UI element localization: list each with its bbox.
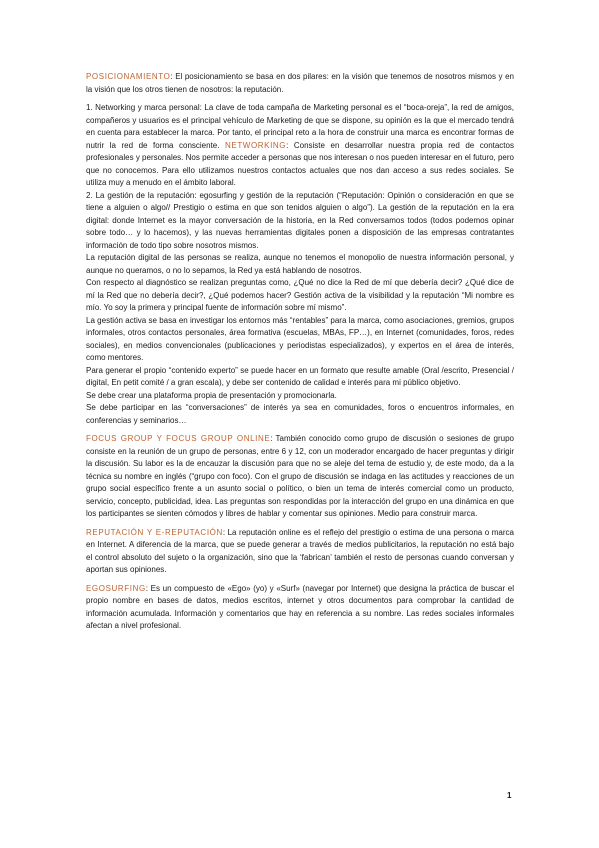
- paragraph-egosurfing: [86, 583, 514, 633]
- term-egosurfing: EGOSURFING: [86, 583, 146, 593]
- paragraph-gestion-activa: La gestión activa se basa en investigar los entornos más “rentables” para la marca, como asociaciones, gremios, grupos informales, otros contactos personales, área formativa (escuelas, MBAs, FP…), en Internet (comunidades, foros, redes sociales), en medios convencionales (publicaciones y periodistas especializados), y expertos en el área de interés, como mentores.: [86, 315, 514, 362]
- e-reputacion-text: : La reputación online es el reflejo del prestigio o estima de una persona o marca en Internet. A diferencia de la marca, que se puede generar a través de medios publicitarios, la reputación no está bajo el control absoluto del sujeto o la organización, sino que la ‘fabrican’ también el resto de personas cuando conversan y aportan sus opiniones.: [86, 527, 514, 574]
- term-e-reputacion: REPUTACIÓN Y E-REPUTACIÓN: [86, 527, 223, 537]
- networking-lead-text: 1. Networking y marca personal: La clave de toda campaña de Marketing personal es el “boca-oreja”, la red de amigos, compañeros y usuarios es el principal vehículo de Marketing de que se dispone, su opinión es la que el mercado tendrá en cuenta para establecer la marca. Por tanto, el principal reto a la hora de construir una marca es encontrar formas de nutrir la red de forma consciente.: [86, 103, 514, 150]
- egosurfing-text: : Es un compuesto de «Ego» (yo) y «Surf» (navegar por Internet) que designa la práctica de buscar el propio nombre en bases de datos, medios escritos, internet y otros documentos para comprobar la cantidad de información acumulada. Información y comentarios que hay en referencia a su nombre. Las redes sociales informales afectan a nivel profesional.: [86, 583, 514, 630]
- paragraph-posicionamiento: [86, 71, 514, 96]
- page-number: 1: [507, 791, 512, 800]
- paragraph-plataforma: Se debe crear una plataforma propia de presentación y promocionarla.: [86, 390, 337, 400]
- paragraph-gestion-reputacion: 2. La gestión de la reputación: egosurfing y gestión de la reputación (“Reputación: Opinión o consideración en que se tiene a alguien o algo// Prestigio o estima en que son tenidos alguien o algo”). La gestión de la reputación en la era digital: donde Internet es la mayor conversación de la historia, en la Red conversamos todos (todos podemos opinar sobre todo… y lo hacemos), y las nuevas herramientas digitales ponen a disposición de las empresas contratantes información de todo tipo sobre nosotros mismos.: [86, 190, 514, 250]
- focus-group-text: : También conocido como grupo de discusión o sesiones de grupo consiste en la reunión de un grupo de personas, entre 6 y 12, con un moderador encargado de hacer preguntas y dirigir la discusión. Su labor es la de encauzar la discusión para que no se aleje del tema de estudio y, de este modo, da a la técnica su nombre en inglés (“grupo con foco). Con el grupo de discusión se indaga en las actitudes y reacciones de un grupo social específico frente a un asunto social o político, o bien un tema de interés comercial como un producto, servicio, concepto, publicidad, idea. Las preguntas son respondidas por la interacción del grupo en una dinámica en que los participantes se sienten cómodos y libres de hablar y comentar sus opiniones. Medio para construir marca.: [86, 434, 514, 518]
- paragraph-contenido-experto: Para generar el propio “contenido experto” se puede hacer en un formato que resulte amable (Oral /escrito, Presencial / digital, En petit comité / a gran escala), y debe ser contenido de calidad e interés para mi público objetivo.: [86, 365, 514, 387]
- paragraph-e-reputacion: [86, 527, 514, 577]
- paragraph-conversaciones: Se debe participar en las “conversaciones” de interés ya sea en comunidades, foros o encuentros informales, en conferencias y seminarios…: [86, 403, 514, 425]
- paragraph-focus-group: [86, 433, 514, 521]
- networking-rest-text: : Consiste en desarrollar nuestra propia red de contactos profesionales y personales. Nos permite acceder a personas que nos interesan o nos pueden interesar en el futuro, pero que no conocemos. Para ello utilizamos nuestros contactos actuales que nos dan acceso a sus redes sociales. Se utiliza muy a menudo en el ámbito laboral.: [86, 140, 514, 187]
- paragraph-networking: [86, 102, 514, 190]
- term-posicionamiento: POSICIONAMIENTO: [86, 72, 171, 81]
- paragraph-diagnostico: Con respecto al diagnóstico se realizan preguntas como, ¿Qué no dice la Red de mí que debería decir? ¿Qué dice de mí la Red que no debería decir?, ¿Qué podemos hacer? Gestión activa de la visibilidad y la reputación “Mi nombre es mío. Yo soy la primera y principal fuente de información sobre mí mismo”.: [86, 278, 514, 312]
- paragraph-reputacion-digital: La reputación digital de las personas se realiza, aunque no tenemos el monopolio de nuestra información personal, y aunque no queramos, o no lo sepamos, la Red ya está hablando de nosotros.: [86, 253, 514, 275]
- term-networking: NETWORKING: [225, 140, 287, 150]
- posicionamiento-text: : El posicionamiento se basa en dos pilares: en la visión que tenemos de nosotros mismos y en la visión que los otros tienen de nosotros: la reputación.: [86, 72, 514, 94]
- document-body: [86, 71, 514, 633]
- term-focus-group: FOCUS GROUP Y FOCUS GROUP ONLINE: [86, 434, 271, 443]
